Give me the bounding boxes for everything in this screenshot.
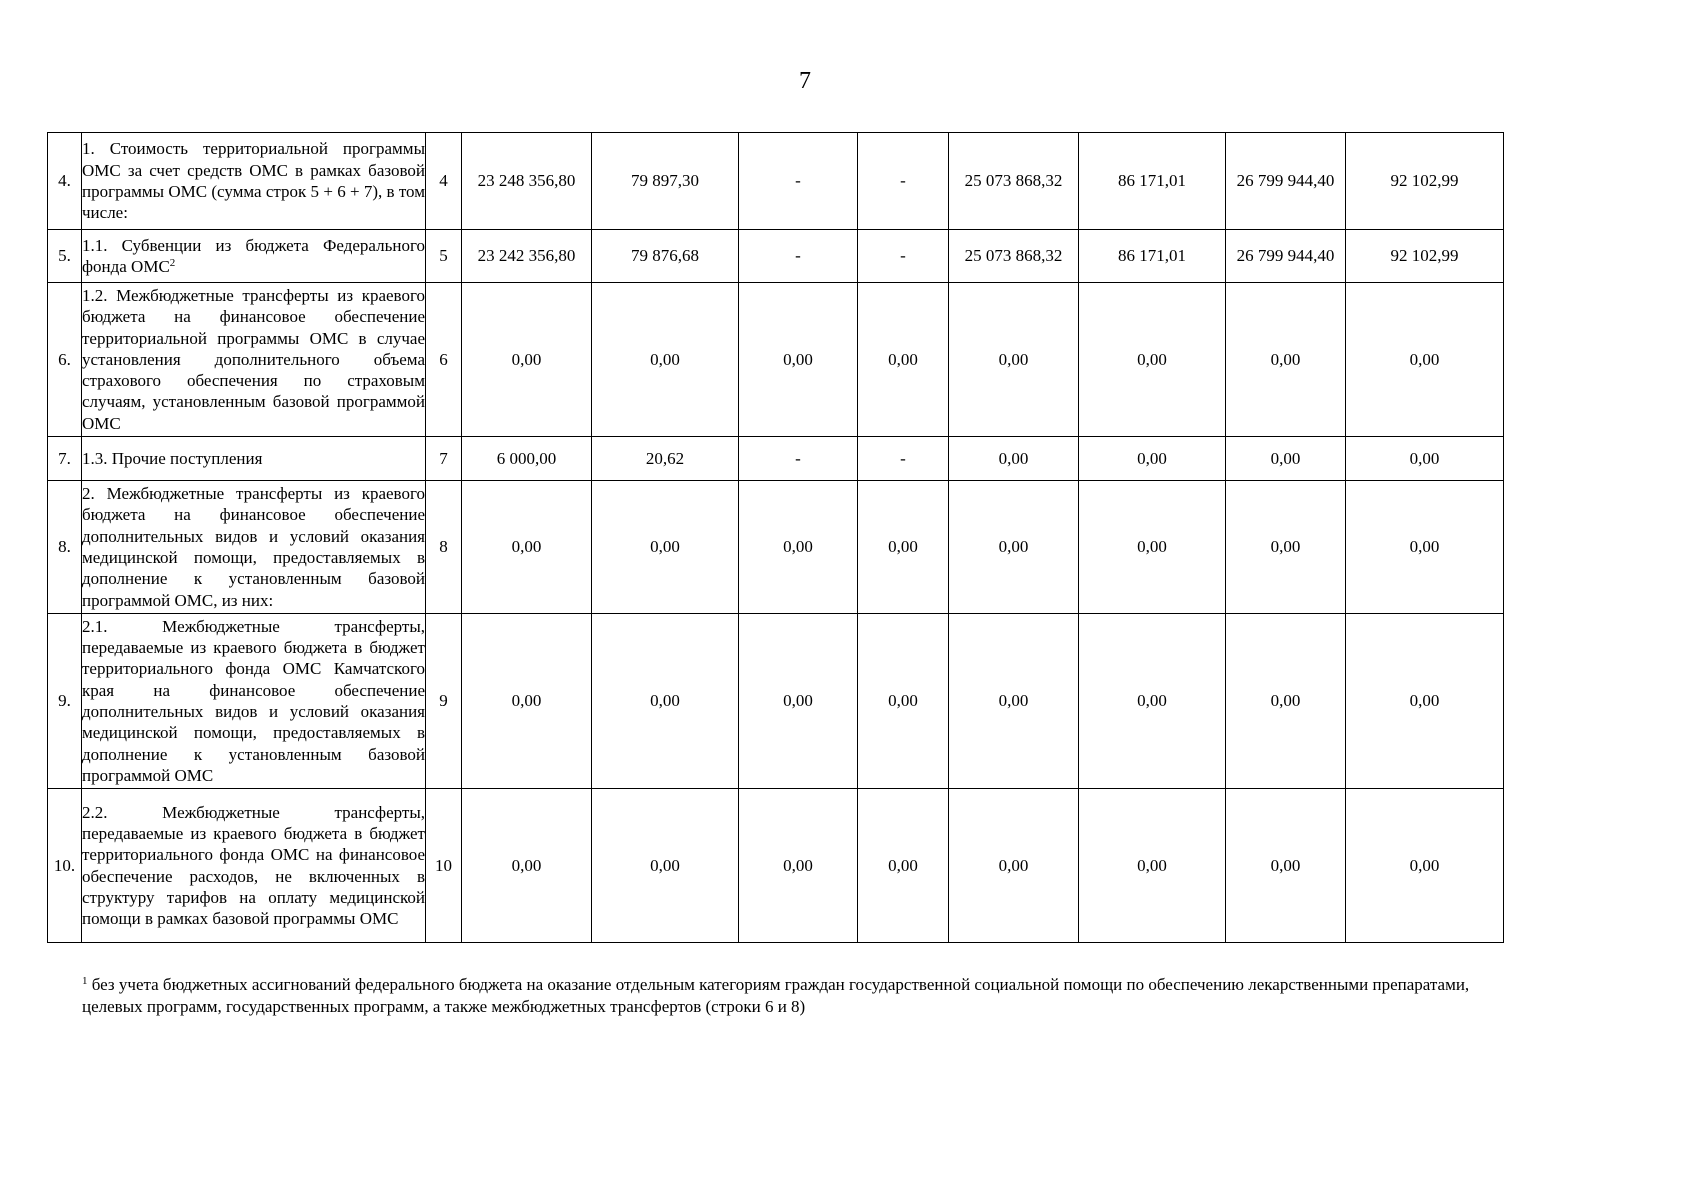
row-number: 6. [48,283,82,437]
value-cell: 0,00 [1226,614,1346,789]
value-cell: 0,00 [858,481,949,614]
value-cell: 92 102,99 [1346,230,1504,283]
value-cell: 25 073 868,32 [949,133,1079,230]
value-cell: 0,00 [949,614,1079,789]
row-description: 1.2. Межбюджетные трансферты из краевого бюджета на финансовое обеспечение территориальной программы ОМС в случае установления дополнительного объема страхового обеспечения по страховым случаям, установленным базовой программой ОМС [82,283,426,437]
value-cell: 86 171,01 [1079,133,1226,230]
value-cell: 0,00 [1226,789,1346,943]
row-number: 10. [48,789,82,943]
row-description-text: 1.1. Субвенции из бюджета Федерального фонда ОМС [82,235,425,276]
value-cell: 0,00 [739,283,858,437]
value-cell: 0,00 [1079,437,1226,481]
value-cell: 26 799 944,40 [1226,230,1346,283]
value-cell: 0,00 [462,614,592,789]
table-row [48,230,1504,283]
table-row [48,614,1504,789]
row-code: 6 [426,283,462,437]
row-number: 4. [48,133,82,230]
value-cell: 79 876,68 [592,230,739,283]
row-code: 8 [426,481,462,614]
value-cell: 0,00 [1079,283,1226,437]
value-cell: 0,00 [858,789,949,943]
footnote-marker: 1 [82,975,88,987]
footnote [82,974,1502,1018]
value-cell: 0,00 [858,614,949,789]
row-number: 8. [48,481,82,614]
value-cell: 0,00 [858,283,949,437]
value-cell: 25 073 868,32 [949,230,1079,283]
value-cell: 0,00 [1346,283,1504,437]
value-cell: 0,00 [1226,481,1346,614]
value-cell: 0,00 [1226,283,1346,437]
value-cell: 86 171,01 [1079,230,1226,283]
value-cell: 6 000,00 [462,437,592,481]
value-cell: - [739,437,858,481]
value-cell: 20,62 [592,437,739,481]
value-cell: 0,00 [949,789,1079,943]
row-description: 2.2. Межбюджетные трансферты, передаваемые из краевого бюджета в бюджет территориального фонда ОМС на финансовое обеспечение расходов, не включенных в структуру тарифов на оплату медицинской помощи в рамках базовой программы ОМС [82,789,426,943]
value-cell: - [858,437,949,481]
row-description: 2.1. Межбюджетные трансферты, передаваемые из краевого бюджета в бюджет территориального фонда ОМС Камчатского края на финансовое обеспечение дополнительных видов и условий оказания медицинской помощи, предоставляемых в дополнение к установленным базовой программой ОМС [82,614,426,789]
value-cell: 79 897,30 [592,133,739,230]
value-cell: 23 248 356,80 [462,133,592,230]
row-code: 7 [426,437,462,481]
row-code: 4 [426,133,462,230]
value-cell: 0,00 [1346,437,1504,481]
table-row [48,133,1504,230]
value-cell: - [739,133,858,230]
value-cell: - [858,133,949,230]
value-cell: 0,00 [949,437,1079,481]
table-row [48,437,1504,481]
value-cell: 0,00 [949,481,1079,614]
table-row [48,481,1504,614]
value-cell: 0,00 [462,789,592,943]
table-row [48,283,1504,437]
footnote-reference: 2 [169,257,176,269]
footnote-text: без учета бюджетных ассигнований федерального бюджета на оказание отдельным категориям граждан государственной социальной помощи по обеспечению лекарственными препаратами, целевых программ, государственных программ, а также межбюджетных трансфертов (строки 6 и 8) [82,975,1470,1016]
row-description [82,230,426,283]
value-cell: 0,00 [592,614,739,789]
value-cell: 0,00 [592,481,739,614]
row-number: 7. [48,437,82,481]
row-code: 5 [426,230,462,283]
value-cell: 0,00 [1079,789,1226,943]
row-description: 1.3. Прочие поступления [82,437,426,481]
value-cell: 0,00 [739,614,858,789]
value-cell: 0,00 [949,283,1079,437]
value-cell: 0,00 [462,283,592,437]
row-number: 9. [48,614,82,789]
value-cell: 0,00 [1079,614,1226,789]
table-row [48,789,1504,943]
value-cell: 0,00 [1346,789,1504,943]
row-description: 1. Стоимость территориальной программы ОМС за счет средств ОМС в рамках базовой программы ОМС (сумма строк 5 + 6 + 7), в том числе: [82,133,426,230]
value-cell: 0,00 [1226,437,1346,481]
value-cell: 0,00 [1346,614,1504,789]
value-cell: 23 242 356,80 [462,230,592,283]
value-cell: - [858,230,949,283]
value-cell: 0,00 [592,789,739,943]
row-code: 9 [426,614,462,789]
row-description: 2. Межбюджетные трансферты из краевого бюджета на финансовое обеспечение дополнительных видов и условий оказания медицинской помощи, предоставляемых в дополнение к установленным базовой программой ОМС, из них: [82,481,426,614]
value-cell: 0,00 [739,789,858,943]
page-number: 7 [799,68,811,94]
value-cell: 0,00 [592,283,739,437]
value-cell: 26 799 944,40 [1226,133,1346,230]
row-code: 10 [426,789,462,943]
value-cell: 0,00 [462,481,592,614]
value-cell: 0,00 [739,481,858,614]
value-cell: - [739,230,858,283]
value-cell: 0,00 [1079,481,1226,614]
row-number: 5. [48,230,82,283]
value-cell: 92 102,99 [1346,133,1504,230]
value-cell: 0,00 [1346,481,1504,614]
budget-table [47,132,1504,943]
